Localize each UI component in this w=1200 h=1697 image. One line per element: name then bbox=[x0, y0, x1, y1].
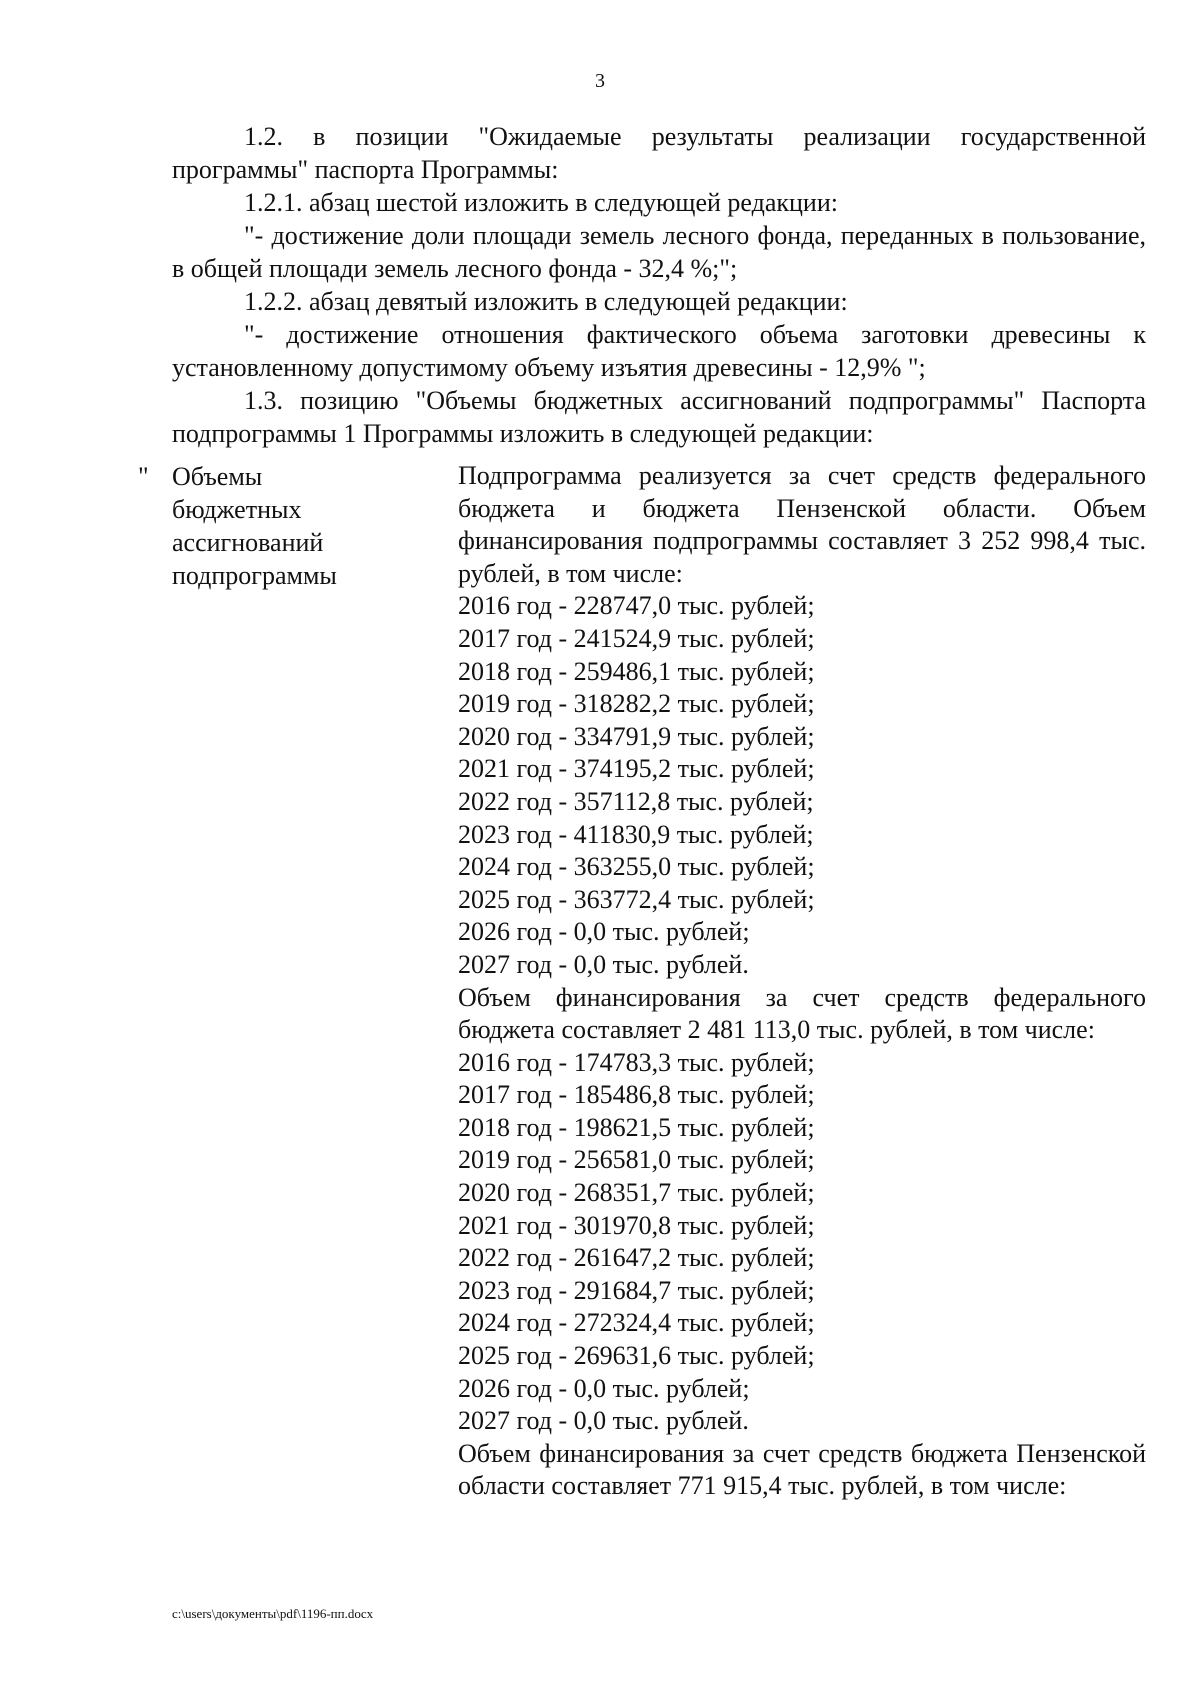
year-line: 2023 год - 291684,7 тыс. рублей; bbox=[458, 1275, 815, 1305]
year-line: 2017 год - 185486,8 тыс. рублей; bbox=[458, 1080, 815, 1110]
year-line: 2025 год - 269631,6 тыс. рублей; bbox=[458, 1341, 815, 1371]
regional-financing-intro: Объем финансирования за счет средств бюджета Пензенской области составляет 771 915,4 тыс. рублей, в том числе: bbox=[458, 1438, 1146, 1501]
year-line: 2019 год - 318282,2 тыс. рублей; bbox=[458, 689, 815, 719]
page-number: 3 bbox=[595, 70, 605, 92]
document-body bbox=[172, 120, 1146, 450]
label-line: бюджетных bbox=[172, 495, 302, 524]
year-line: 2020 год - 334791,9 тыс. рублей; bbox=[458, 721, 815, 751]
year-line: 2019 год - 256581,0 тыс. рублей; bbox=[458, 1145, 815, 1175]
year-line: 2023 год - 411830,9 тыс. рублей; bbox=[458, 819, 814, 849]
year-line: 2027 год - 0,0 тыс. рублей. bbox=[458, 949, 749, 979]
year-line: 2020 год - 268351,7 тыс. рублей; bbox=[458, 1178, 815, 1208]
federal-years-list bbox=[458, 1047, 1146, 1438]
year-line: 2016 год - 228747,0 тыс. рублей; bbox=[458, 591, 815, 621]
paragraph-1-3: 1.3. позицию "Объемы бюджетных ассигнований подпрограммы" Паспорта подпрограммы 1 Программы изложить в следующей редакции: bbox=[172, 386, 1146, 448]
table-label-cell bbox=[172, 460, 442, 592]
year-line: 2017 год - 241524,9 тыс. рублей; bbox=[458, 623, 815, 653]
year-line: 2022 год - 261647,2 тыс. рублей; bbox=[458, 1243, 815, 1273]
year-line: 2022 год - 357112,8 тыс. рублей; bbox=[458, 786, 814, 816]
label-line: ассигнований bbox=[172, 528, 324, 557]
label-line: Объемы bbox=[172, 462, 263, 491]
year-line: 2026 год - 0,0 тыс. рублей; bbox=[458, 917, 750, 947]
year-line: 2021 год - 374195,2 тыс. рублей; bbox=[458, 754, 815, 784]
year-line: 2027 год - 0,0 тыс. рублей. bbox=[458, 1406, 749, 1436]
year-line: 2021 год - 301970,8 тыс. рублей; bbox=[458, 1210, 815, 1240]
label-line: подпрограммы bbox=[172, 561, 337, 590]
year-line: 2025 год - 363772,4 тыс. рублей; bbox=[458, 884, 815, 914]
paragraph-quote-1: "- достижение доли площади земель лесного фонда, переданных в пользование, в общей площади земель лесного фонда - 32,4 %;"; bbox=[172, 221, 1146, 283]
year-line: 2018 год - 259486,1 тыс. рублей; bbox=[458, 656, 815, 686]
paragraph-1-2-2: 1.2.2. абзац девятый изложить в следующей редакции: bbox=[244, 287, 848, 316]
year-line: 2016 год - 174783,3 тыс. рублей; bbox=[458, 1047, 815, 1077]
opening-quote: " bbox=[138, 462, 149, 491]
year-line: 2026 год - 0,0 тыс. рублей; bbox=[458, 1373, 750, 1403]
year-line: 2024 год - 272324,4 тыс. рублей; bbox=[458, 1308, 815, 1338]
year-line: 2024 год - 363255,0 тыс. рублей; bbox=[458, 852, 815, 882]
table-value-cell bbox=[458, 460, 1146, 1503]
paragraph-1-2-1: 1.2.1. абзац шестой изложить в следующей редакции: bbox=[244, 188, 838, 217]
federal-financing-intro: Объем финансирования за счет средств федерального бюджета составляет 2 481 113,0 тыс. рублей, в том числе: bbox=[458, 982, 1146, 1045]
total-financing-intro: Подпрограмма реализуется за счет средств федерального бюджета и бюджета Пензенской области. Объем финансирования подпрограммы составляет 3 252 998,4 тыс. рублей, в том числе: bbox=[458, 461, 1146, 588]
year-line: 2018 год - 198621,5 тыс. рублей; bbox=[458, 1112, 815, 1142]
paragraph-quote-2: "- достижение отношения фактического объема заготовки древесины к установленному допустимому объему изъятия древесины - 12,9% "; bbox=[172, 320, 1146, 382]
total-years-list bbox=[458, 590, 1146, 981]
file-path-footer: c:\users\документы\pdf\1196-пп.docx bbox=[172, 1606, 374, 1621]
paragraph-1-2: 1.2. в позиции "Ожидаемые результаты реализации государственной программы" паспорта Программы: bbox=[172, 122, 1146, 184]
